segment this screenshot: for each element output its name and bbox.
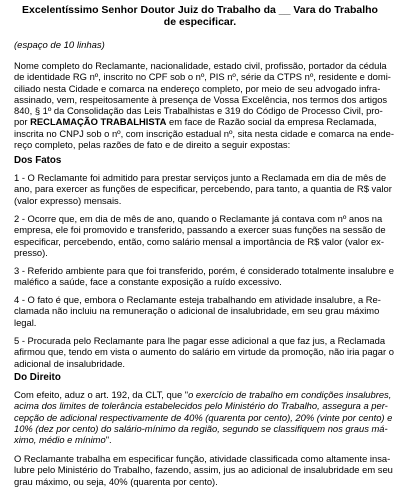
paragraph-line: 5 - Procurada pelo Reclamante para lhe pagar esse adicional a que faz jus, a Reclamada — [14, 335, 386, 346]
fatos-paragraph-4 — [14, 294, 382, 328]
section-heading-direito: Do Direito — [14, 372, 61, 383]
paragraph-line: legal. — [14, 316, 37, 328]
intro-line: 840, § 1º da Consolidação das Leis Trabalhistas e 319 do Código de Processo Civil, pro- — [14, 105, 383, 117]
law-quote-line: 10% (dez por cento) do salário-mínimo da região, segundo se classifiquem nos graus má- — [14, 422, 388, 434]
intro-line: ciliado nesta Cidade e comarca na endereço completo, por meio de seu advogado infra- — [14, 82, 381, 94]
intro-line: assinado, vem, respeitosamente à presença de Vossa Excelência, nos termos dos artigos — [14, 93, 388, 105]
law-quote: o exercício de trabalho em condições insalubres, — [188, 389, 392, 400]
paragraph-text: ". — [105, 434, 112, 446]
paragraph-line: clamada não incluiu na remuneração o adicional de insalubridade, em seu grau máximo — [14, 305, 380, 317]
intro-line: inscrita no CNPJ sob o nº, com inscrição estadual nº, sita nesta cidade e comarca na ende- — [14, 127, 394, 139]
intro-paragraph — [14, 60, 394, 151]
paragraph-line: O Reclamante trabalha em especificar função, atividade classificada como altamente insa- — [14, 453, 391, 464]
direito-paragraph-2 — [14, 453, 393, 487]
paragraph-line: maléfico a saúde, face a constante exposição a ruído excessivo. — [14, 276, 282, 288]
paragraph-text: Com efeito, aduz o art. 192, da CLT, que " — [14, 389, 189, 400]
intro-line: Nome completo do Reclamante, nacionalidade, estado civil, profissão, portador da cédula — [14, 60, 387, 71]
court-header — [0, 4, 400, 28]
section-heading-fatos: Dos Fatos — [14, 155, 62, 166]
fatos-paragraph-3 — [14, 265, 394, 288]
header-line-2: de especificar. — [163, 16, 237, 28]
spacing-note: (espaço de 10 linhas) — [14, 40, 105, 51]
action-title: RECLAMAÇÃO TRABALHISTA — [30, 116, 167, 128]
paragraph-line: adicional de insalubridade. — [14, 357, 126, 369]
paragraph-line: especificar, percebendo, então, como salário mensal a importância de R$ valor (valor ex- — [14, 235, 384, 247]
direito-paragraph-1 — [14, 389, 393, 446]
intro-line — [14, 116, 382, 127]
paragraph-line: 4 - O fato é que, embora o Reclamante esteja trabalhando em atividade insalubre, a Re- — [14, 294, 381, 305]
law-quote-line: cepção de adicional respectivamente de 40% (quarenta por cento), 20% (vinte por cento) e — [14, 411, 393, 423]
paragraph-line — [14, 389, 392, 400]
paragraph-line: 2 - Ocorre que, em dia de mês de ano, quando o Reclamante já contava com nº anos na — [14, 213, 383, 224]
intro-text: em face de Razão social da empresa Reclamada, — [166, 116, 377, 128]
paragraph-line: 1 - O Reclamante foi admitido para prestar serviços junto a Reclamada em dia de mês de — [14, 172, 387, 183]
law-quote: ximo, médio e mínimo — [14, 434, 106, 446]
intro-line: reço completo, pelas razões de fato e de direito a seguir expostas: — [14, 139, 291, 151]
law-quote-line: acima dos limites de tolerância estabelecidos pelo Ministério do Trabalho, assegura a per- — [14, 400, 388, 412]
paragraph-line — [14, 434, 382, 445]
paragraph-line: (valor expresso) mensais. — [14, 194, 122, 206]
fatos-paragraph-5 — [14, 335, 394, 369]
paragraph-line: empresa, ele foi promovido e transferido, passando a exercer suas funções na sessão de — [14, 224, 386, 236]
paragraph-line: afirmou que, tendo em vista o aumento do salário em virtude da promoção, não iria pagar o — [14, 346, 394, 358]
fatos-paragraph-1 — [14, 172, 392, 206]
intro-line: de identidade RG nº, inscrito no CPF sob o nº, PIS nº, série da CTPS nº, residente e domi- — [14, 71, 391, 83]
fatos-paragraph-2 — [14, 213, 386, 258]
paragraph-line: lubre pelo Ministério do Trabalho, fazendo, assim, jus ao adicional de insalubridade em seu — [14, 464, 393, 476]
paragraph-line: 3 - Referido ambiente para que foi transferido, porém, é considerado totalmente insalubre e — [14, 265, 394, 276]
paragraph-line: presso). — [14, 246, 48, 258]
intro-text: por — [14, 116, 31, 128]
paragraph-line: grau máximo, ou seja, 40% (quarenta por cento). — [14, 475, 218, 487]
paragraph-line: ano, para exercer as funções de especificar, percebendo, para tanto, a quantia de R$ valor — [14, 183, 392, 195]
header-line-1: Excelentíssimo Senhor Doutor Juiz do Trabalho da __ Vara do Trabalho — [22, 4, 378, 16]
